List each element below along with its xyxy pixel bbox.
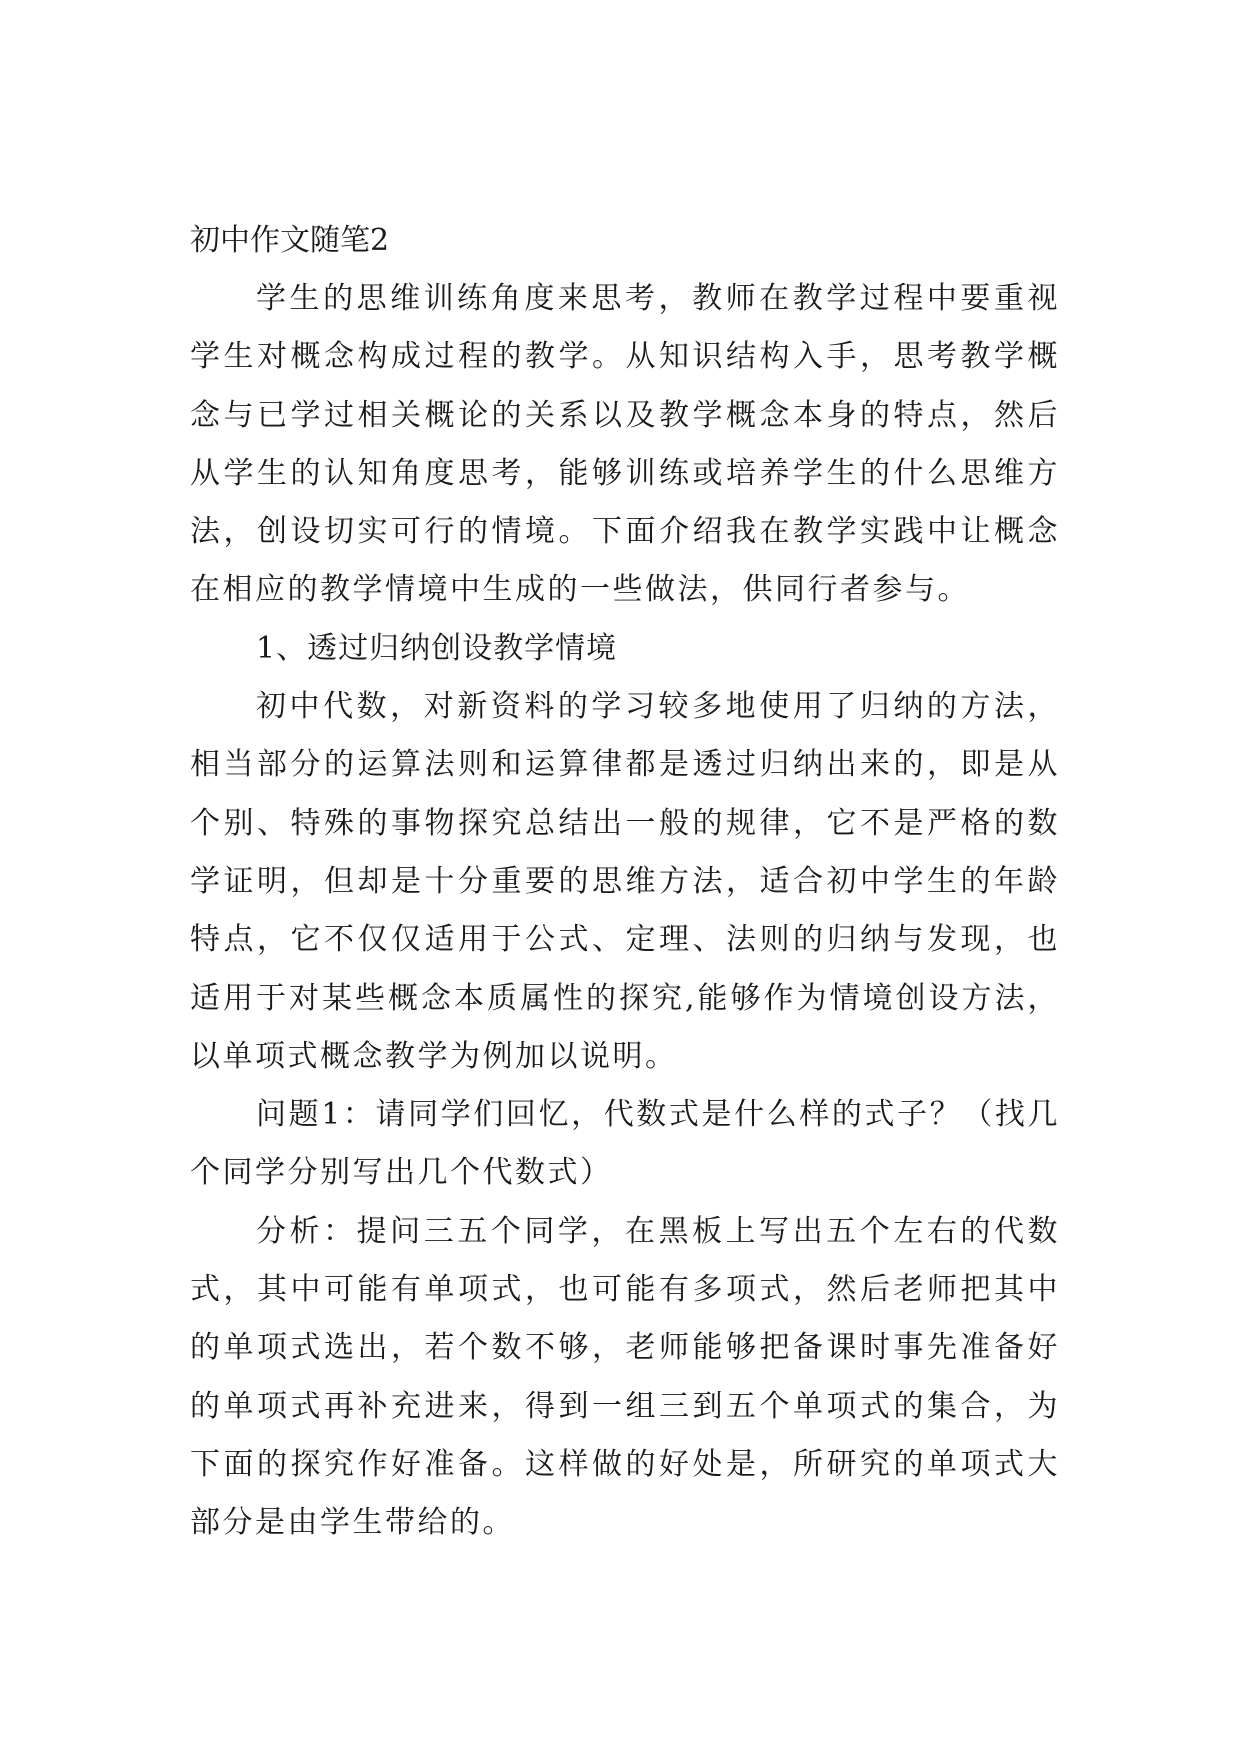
document-title: 初中作文随笔2: [190, 223, 390, 258]
paragraph-induction: 初中代数，对新资料的学习较多地使用了归纳的方法，相当部分的运算法则和运算律都是透过归纳出来的，即是从个别、特殊的事物探究总结出一般的规律，它不是严格的数学证明，但却是十分重要的思维方法，适合初中学生的年龄特点，它不仅仅适用于公式、定理、法则的归纳与发现，也适用于对某些概念本质属性的探究,能够作为情境创设方法，以单项式概念教学为例加以说明。: [190, 689, 1060, 1074]
paragraph-analysis: 分析：提问三五个同学，在黑板上写出五个左右的代数式，其中可能有单项式，也可能有多项式，然后老师把其中的单项式选出，若个数不够，老师能够把备课时事先准备好的单项式再补充进来，得到一组三到五个单项式的集合，为下面的探究作好准备。这样做的好处是，所研究的单项式大部分是由学生带给的。: [190, 1213, 1060, 1541]
paragraph-question-1: 问题1：请同学们回忆，代数式是什么样的式子？（找几个同学分别写出几个代数式）: [190, 1097, 1060, 1191]
section-heading: 1、透过归纳创设教学情境: [256, 630, 618, 666]
paragraph-intro: 学生的思维训练角度来思考，教师在教学过程中要重视学生对概念构成过程的教学。从知识结构入手，思考教学概念与已学过相关概论的关系以及教学概念本身的特点，然后从学生的认知角度思考，能够训练或培养学生的什么思维方法，创设切实可行的情境。下面介绍我在教学实践中让概念在相应的教学情境中生成的一些做法，供同行者参与。: [190, 281, 1060, 608]
document-body: [190, 212, 1060, 1553]
